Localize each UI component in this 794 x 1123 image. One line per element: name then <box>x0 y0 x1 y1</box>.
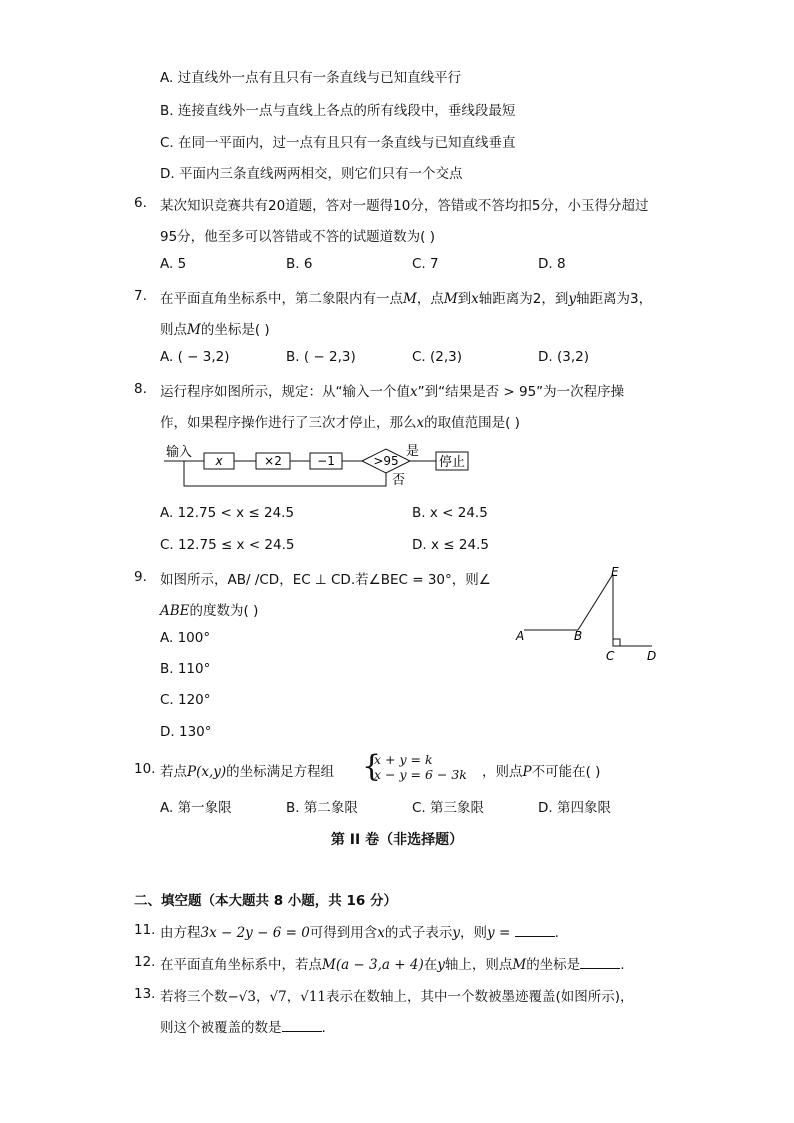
q8-option-d: D. x ≤ 24.5 <box>412 537 489 553</box>
q12-text: 在平面直角坐标系中，若点 <box>160 957 322 973</box>
q7-var-m: M <box>443 291 458 307</box>
q5-option-d: D. 平面内三条直线两两相交，则它们只有一个交点 <box>160 166 463 182</box>
right-angle-mark <box>613 639 620 646</box>
q7-var-m: M <box>403 291 417 307</box>
q8-option-c: C. 12.75 ≤ x < 24.5 <box>160 537 295 553</box>
q7-text: 轴距离为3， <box>576 291 653 307</box>
q10-point-p: P(x,y) <box>187 764 227 780</box>
q11-equation: 3x − 2y − 6 = 0 <box>200 925 310 941</box>
q9-geometry-figure <box>510 562 670 667</box>
q10-option-a: A. 第一象限 <box>160 800 232 816</box>
q11-text: 的式子表示 <box>384 925 453 941</box>
q11-text: . <box>554 925 559 941</box>
q9-number: 9. <box>134 569 147 585</box>
q6-number: 6. <box>134 195 147 211</box>
q13-text: 若将三个数 <box>160 989 228 1005</box>
q8-text: 运行程序如图所示，规定：从“输入一个值 <box>160 384 410 400</box>
q8-option-a: A. 12.75 < x ≤ 24.5 <box>160 505 295 521</box>
q12-answer-blank[interactable] <box>580 956 620 969</box>
q13-text: ， <box>286 989 301 1005</box>
q8-flowchart <box>160 440 480 490</box>
q10-stem-b <box>482 760 600 780</box>
q10-point-p: P <box>522 764 532 780</box>
q10-equation-2: x − y = 6 − 3k <box>374 767 467 782</box>
flow-stop-label: 停止 <box>438 455 466 470</box>
q12-text: . <box>620 957 625 973</box>
q5-option-a: A. 过直线外一点有且只有一条直线与已知直线平行 <box>160 70 462 86</box>
q10-number: 10. <box>134 761 156 777</box>
q11-number: 11. <box>134 922 156 938</box>
q7-number: 7. <box>134 288 147 304</box>
q7-option-b: B. ( − 2,3) <box>286 349 356 365</box>
q7-text: 则点 <box>160 322 187 338</box>
q11-var-y: y <box>452 925 461 941</box>
q10-option-d: D. 第四象限 <box>538 800 611 816</box>
q6-stem-line1: 某次知识竞赛共有20道题，答对一题得10分，答错或不答均扣5分，小玉得分超过 <box>160 198 649 214</box>
q6-stem-line2: 95分，他至多可以答错或不答的试题道数为( ) <box>160 229 436 245</box>
q9-stem-line1: 如图所示，AB/ /CD，EC ⊥ CD.若∠BEC = 30°，则∠ <box>160 572 491 588</box>
point-a-label: A <box>516 629 525 643</box>
q5-option-c: C. 在同一平面内，过一点有且只有一条直线与已知直线垂直 <box>160 135 516 151</box>
q8-stem-line1 <box>160 380 624 400</box>
q7-text: 轴距离为2，到 <box>478 291 569 307</box>
flow-box-times2-label: ×2 <box>264 454 282 468</box>
q8-text: ”到“结果是否 > 95”为一次程序操 <box>417 384 625 400</box>
q12-text: 的坐标是 <box>526 957 581 973</box>
q10-equation-1: x + y = k <box>374 752 433 767</box>
flow-yes-label: 是 <box>406 444 420 459</box>
q13-number-1: −√3 <box>227 989 257 1005</box>
q8-option-b: B. x < 24.5 <box>412 505 488 521</box>
q11-text: 由方程 <box>160 925 201 941</box>
point-b-label: B <box>574 629 583 643</box>
q11-answer-blank[interactable] <box>515 924 555 937</box>
q13-text: 则这个被覆盖的数是 <box>160 1020 282 1036</box>
q6-option-a: A. 5 <box>160 256 187 272</box>
q13-stem-line1 <box>160 985 634 1005</box>
q9-option-a: A. 100° <box>160 630 211 646</box>
q11-answer-lhs: y = <box>487 925 511 941</box>
q13-number: 13. <box>134 986 156 1002</box>
q12-text: 轴上，则点 <box>444 957 513 973</box>
flow-input-label: 输入 <box>166 445 193 460</box>
q7-stem-line2 <box>160 318 270 338</box>
q7-text: 到 <box>457 291 472 307</box>
q10-option-b: B. 第二象限 <box>286 800 358 816</box>
q10-text: 若点 <box>160 764 187 780</box>
flow-no-label: 否 <box>392 473 406 488</box>
q11-text: 可得到用含 <box>309 925 378 941</box>
q10-text: 不可能在( ) <box>531 764 601 780</box>
q13-number-2: √7 <box>269 989 287 1005</box>
point-d-label: D <box>647 649 657 663</box>
q7-stem-line1 <box>160 287 652 307</box>
q9-angle-name: ABE <box>160 603 190 619</box>
q8-text: 作，如果程序操作进行了三次才停止，那么 <box>160 415 417 431</box>
flow-decision-label: >95 <box>373 454 399 468</box>
q9-option-d: D. 130° <box>160 724 212 740</box>
q5-option-b: B. 连接直线外一点与直线上各点的所有线段中，垂线段最短 <box>160 103 516 119</box>
q13-stem-line2 <box>160 1016 326 1036</box>
flow-box-minus1-label: −1 <box>317 454 335 468</box>
point-e-label: E <box>611 565 619 579</box>
q7-option-a: A. ( − 3,2) <box>160 349 230 365</box>
q11-stem <box>160 921 559 941</box>
q12-var-m: M <box>512 957 527 973</box>
q9-stem-line2 <box>160 599 258 619</box>
q10-stem-a <box>160 760 334 780</box>
q6-option-c: C. 7 <box>412 256 439 272</box>
q8-number: 8. <box>134 381 147 397</box>
point-c-label: C <box>606 649 615 663</box>
q13-text: ， <box>256 989 270 1005</box>
q7-option-c: C. (2,3) <box>412 349 463 365</box>
q7-var-x: x <box>471 291 479 307</box>
flow-box-x-label: x <box>215 454 223 468</box>
q13-text: 表示在数轴上，其中一个数被墨迹覆盖(如图所示)， <box>326 989 634 1005</box>
q7-var-m: M <box>187 322 201 338</box>
flow-loop-back <box>184 461 386 486</box>
q10-text: 的坐标满足方程组 <box>226 764 335 780</box>
q10-option-c: C. 第三象限 <box>412 800 485 816</box>
q8-stem-line2 <box>160 411 520 431</box>
q6-option-d: D. 8 <box>538 256 566 272</box>
section-2-title: 二、填空题（本大题共 8 小题，共 16 分） <box>134 893 397 909</box>
q13-number-3: √11 <box>300 989 326 1005</box>
q13-text: . <box>321 1020 326 1036</box>
q6-option-b: B. 6 <box>286 256 313 272</box>
q9-option-c: C. 120° <box>160 692 211 708</box>
part-2-title: 第 II 卷（非选择题） <box>330 832 464 848</box>
q8-text: 的取值范围是( ) <box>424 415 520 431</box>
q7-text: ，点 <box>416 291 444 307</box>
q9-text: 的度数为( ) <box>189 603 259 619</box>
q7-text: 在平面直角坐标系中，第二象限内有一点 <box>160 291 403 307</box>
segment-be <box>578 574 613 630</box>
q11-text: ，则 <box>460 925 488 941</box>
q7-option-d: D. (3,2) <box>538 349 589 365</box>
q12-point: M(a − 3,a + 4) <box>322 957 424 973</box>
q7-var-y: y <box>568 291 577 307</box>
system-brace: { <box>362 749 382 784</box>
q12-var-y: y <box>437 957 445 973</box>
q12-text: 在 <box>423 957 438 973</box>
q10-text: ，则点 <box>482 764 523 780</box>
q12-number: 12. <box>134 954 156 970</box>
q8-var-x: x <box>410 384 418 400</box>
q12-stem <box>160 953 624 973</box>
q8-var-x: x <box>416 415 425 431</box>
q13-answer-blank[interactable] <box>282 1019 322 1032</box>
q7-text: 的坐标是( ) <box>200 322 270 338</box>
q11-var-x: x <box>377 925 385 941</box>
q9-option-b: B. 110° <box>160 661 211 677</box>
